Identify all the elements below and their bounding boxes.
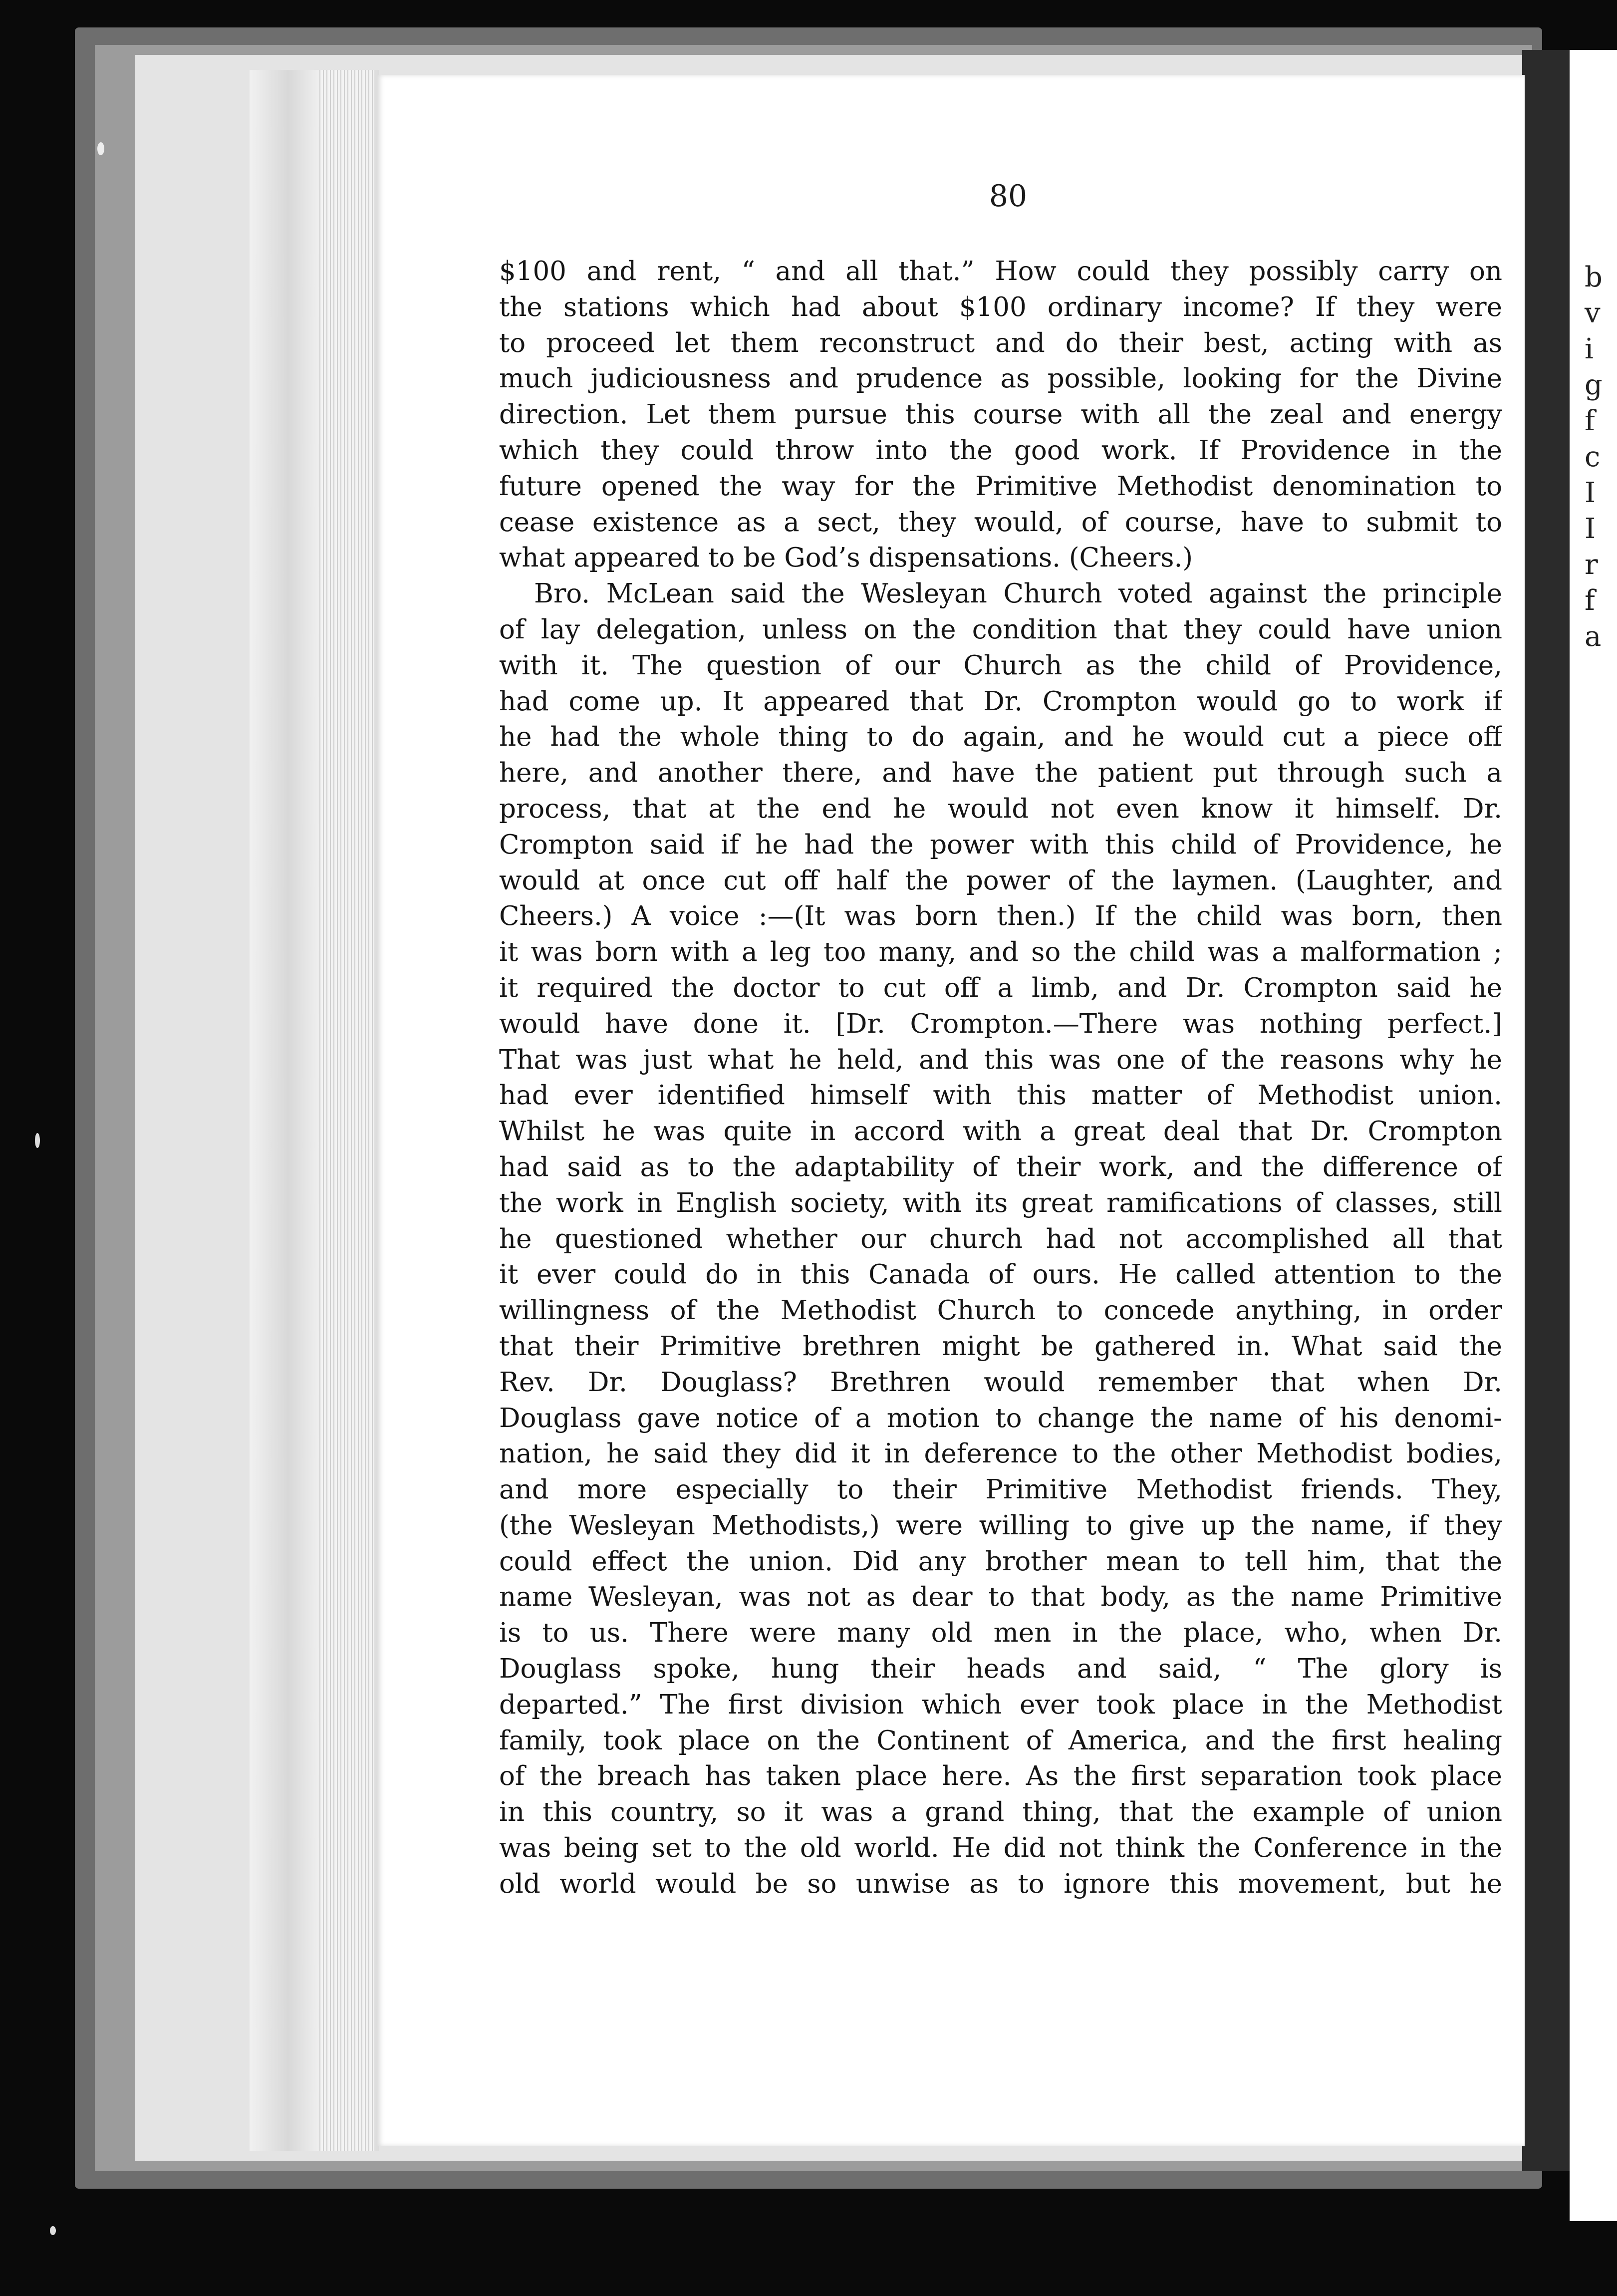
- text-line: had said as to the adaptability of their work, and the difference of: [499, 1151, 1502, 1182]
- text-line: could effect the union. Did any brother mean to tell him, that the: [499, 1546, 1502, 1577]
- text-line: cease existence as a sect, they would, of course, have to submit to: [499, 507, 1502, 538]
- text-line: future opened the way for the Primitive Methodist denomination to: [499, 471, 1502, 502]
- text-line: the stations which had about $100 ordinary income? If they were: [499, 291, 1502, 322]
- text-line: it ever could do in this Canada of ours. He called attention to the: [499, 1259, 1502, 1290]
- text-line: would at once cut off half the power of the laymen. (Laughter, and: [499, 865, 1502, 896]
- text-line: is to us. There were many old men in the place, who, when Dr.: [499, 1618, 1502, 1649]
- text-line: of lay delegation, unless on the condition that they could have union: [499, 614, 1502, 645]
- scan-speck: [35, 1133, 40, 1148]
- scan-speck: [97, 142, 104, 155]
- text-line: (the Wesleyan Methodists,) were willing to give up the name, if they: [499, 1510, 1502, 1541]
- text-line: he questioned whether our church had not accomplished all that: [499, 1223, 1502, 1254]
- text-line: willingness of the Methodist Church to concede anything, in order: [499, 1295, 1502, 1326]
- text-line: Douglass spoke, hung their heads and said, “ The glory is: [499, 1654, 1502, 1685]
- text-line: $100 and rent, “ and all that.” How could they possibly carry on: [499, 256, 1502, 287]
- text-line: Bro. McLean said the Wesleyan Church voted against the principle: [534, 578, 1502, 609]
- text-line: to proceed let them reconstruct and do their best, acting with as: [499, 327, 1502, 358]
- text-line: family, took place on the Continent of America, and the first healing: [499, 1725, 1502, 1756]
- text-line: and more especially to their Primitive Methodist friends. They,: [499, 1474, 1502, 1505]
- text-line: much judiciousness and prudence as possible, looking for the Divine: [499, 363, 1502, 394]
- text-line: it required the doctor to cut off a limb, and Dr. Crompton said he: [499, 972, 1502, 1003]
- body-text: [499, 254, 1502, 1902]
- text-line: that their Primitive brethren might be gathered in. What said the: [499, 1331, 1502, 1362]
- text-line: the work in English society, with its great ramifications of classes, still: [499, 1187, 1502, 1218]
- text-line: with it. The question of our Church as the child of Providence,: [499, 650, 1502, 681]
- text-line: had come up. It appeared that Dr. Crompton would go to work if: [499, 686, 1502, 717]
- text-line: which they could throw into the good work. If Providence in the: [499, 435, 1502, 466]
- text-line: Douglass gave notice of a motion to change the name of his denomi-: [499, 1403, 1502, 1434]
- text-line: departed.” The first division which ever took place in the Methodist: [499, 1689, 1502, 1720]
- facing-page-fragment: b v i g f c I I r f a: [1585, 261, 1603, 653]
- text-line: process, that at the end he would not even know it himself. Dr.: [499, 793, 1502, 824]
- text-line: of the breach has taken place here. As the first separation took place: [499, 1761, 1502, 1792]
- text-line: what appeared to be God’s dispensations. (Cheers.): [499, 543, 1193, 574]
- text-line: was being set to the old world. He did not think the Conference in the: [499, 1833, 1502, 1864]
- text-line: name Wesleyan, was not as dear to that body, as the name Primitive: [499, 1582, 1502, 1613]
- text-line: Rev. Dr. Douglass? Brethren would remember that when Dr.: [499, 1367, 1502, 1398]
- text-line: here, and another there, and have the patient put through such a: [499, 758, 1502, 789]
- text-line: direction. Let them pursue this course with all the zeal and energy: [499, 399, 1502, 430]
- text-line: Crompton said if he had the power with this child of Providence, he: [499, 829, 1502, 860]
- text-line: would have done it. [Dr. Crompton.—There was nothing perfect.]: [499, 1008, 1502, 1039]
- page-edge-lines: [319, 70, 374, 2151]
- text-line: That was just what he held, and this was one of the reasons why he: [499, 1044, 1502, 1075]
- page-number: 80: [989, 179, 1028, 214]
- text-line: Cheers.) A voice :—(It was born then.) If the child was born, then: [499, 901, 1502, 932]
- scan-speck: [50, 2226, 56, 2235]
- text-line: nation, he said they did it in deference to the other Methodist bodies,: [499, 1438, 1502, 1469]
- text-line: in this country, so it was a grand thing, that the example of union: [499, 1797, 1502, 1828]
- text-line: Whilst he was quite in accord with a great deal that Dr. Crompton: [499, 1116, 1502, 1147]
- text-line: it was born with a leg too many, and so the child was a malformation ;: [499, 937, 1502, 968]
- text-line: old world would be so unwise as to ignore this movement, but he: [499, 1868, 1502, 1899]
- text-line: he had the whole thing to do again, and he would cut a piece off: [499, 722, 1502, 753]
- text-line: had ever identified himself with this matter of Methodist union.: [499, 1080, 1502, 1111]
- gutter-shadow: [1522, 50, 1570, 2171]
